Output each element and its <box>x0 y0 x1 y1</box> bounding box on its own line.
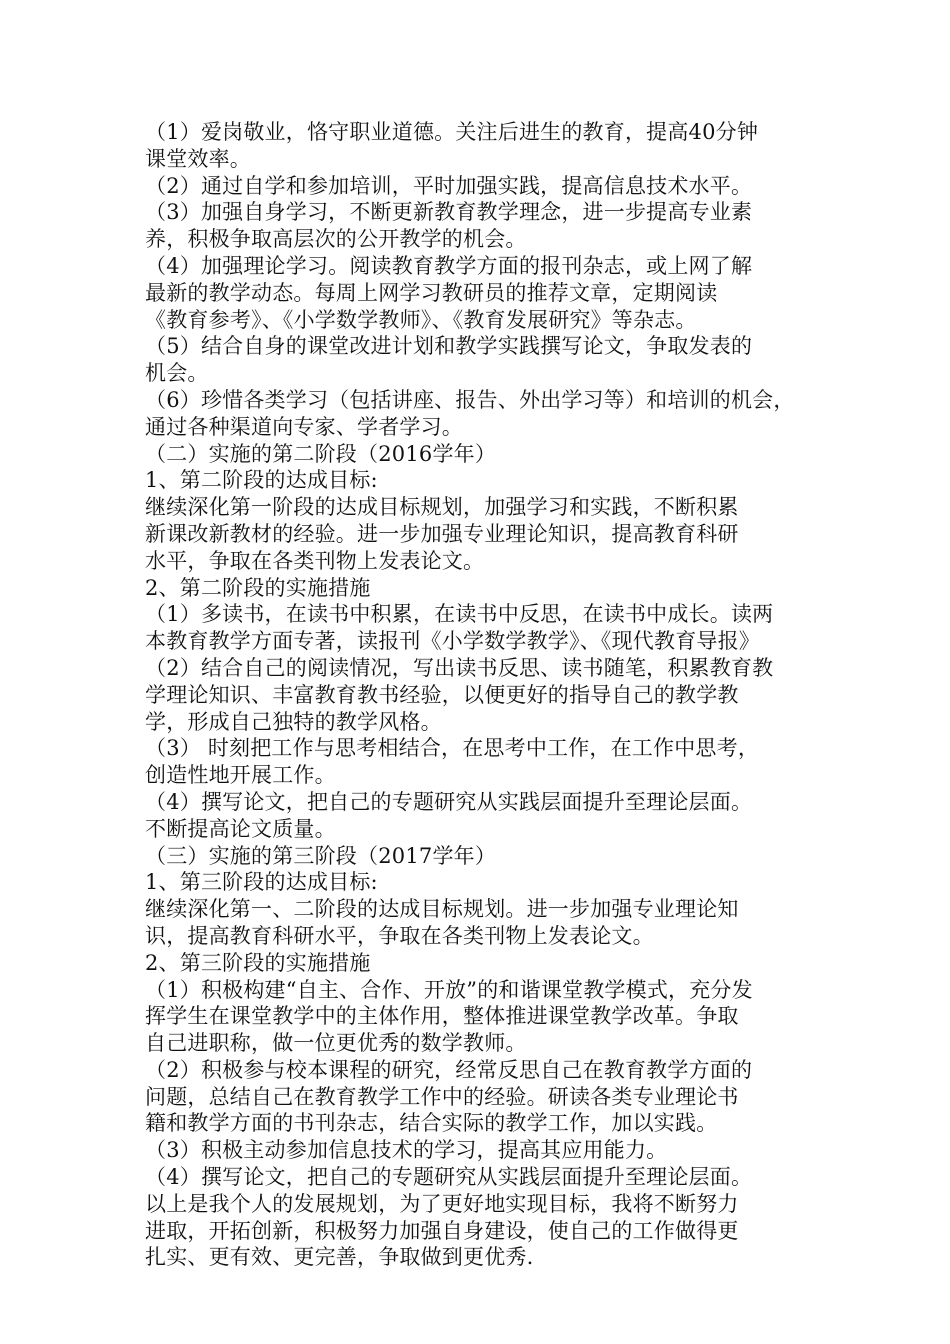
text-line: （4）撰写论文，把自己的专题研究从实践层面提升至理论层面。 <box>145 789 753 814</box>
text-line: 籍和教学方面的书刊杂志，结合实际的教学工作，加以实践。 <box>145 1111 718 1136</box>
text-line: 《教育参考》、《小学数学教师》、《教育发展研究》等杂志。 <box>145 307 697 332</box>
text-line: （3）加强自身学习，不断更新教育教学理念，进一步提高专业素 <box>145 200 753 225</box>
text-line: 1、第三阶段的达成目标: <box>145 870 378 895</box>
text-line: 1、第二阶段的达成目标: <box>145 468 378 493</box>
text-line: 创造性地开展工作。 <box>145 763 336 788</box>
text-line: （2）通过自学和参加培训，平时加强实践，提高信息技术水平。 <box>145 173 753 198</box>
text-line: 新课改新教材的经验。进一步加强专业理论知识，提高教育科研 <box>145 521 739 546</box>
text-line: （5）结合自身的课堂改进计划和教学实践撰写论文，争取发表的 <box>145 334 753 359</box>
text-line: 2、第二阶段的实施措施 <box>145 575 371 600</box>
text-line: （2）积极参与校本课程的研究，经常反思自己在教育教学方面的 <box>145 1057 753 1082</box>
text-line: （二）实施的第二阶段（2016学年） <box>145 441 497 466</box>
text-line: 学，形成自己独特的教学风格。 <box>145 709 442 734</box>
text-line: 继续深化第一阶段的达成目标规划，加强学习和实践，不断积累 <box>145 495 739 520</box>
text-line: 挥学生在课堂教学中的主体作用，整体推进课堂教学改革。争取 <box>145 1004 739 1029</box>
text-line: 通过各种渠道向专家、学者学习。 <box>145 414 463 439</box>
text-line: 最新的教学动态。每周上网学习教研员的推荐文章，定期阅读 <box>145 280 718 305</box>
text-line: （1）多读书，在读书中积累，在读书中反思，在读书中成长。读两 <box>145 602 774 627</box>
text-line: 自己进职称，做一位更优秀的数学教师。 <box>145 1031 527 1056</box>
text-line: （4）撰写论文，把自己的专题研究从实践层面提升至理论层面。 <box>145 1165 753 1190</box>
text-line: 学理论知识、丰富教育教书经验，以便更好的指导自己的教学教 <box>145 682 739 707</box>
text-line: （三）实施的第三阶段（2017学年） <box>145 843 497 868</box>
text-line: （6）珍惜各类学习（包括讲座、报告、外出学习等）和培训的机会， <box>145 387 795 412</box>
text-line: （1）爱岗敬业，恪守职业道德。关注后进生的教育，提高40分钟 <box>145 120 759 144</box>
text-line: 2、第三阶段的实施措施 <box>145 950 371 975</box>
text-line: （1）积极构建“自主、合作、开放”的和谐课堂教学模式，充分发 <box>145 977 753 1002</box>
text-line: 问题，总结自己在教育教学工作中的经验。研读各类专业理论书 <box>145 1084 739 1109</box>
text-line: 机会。 <box>145 361 209 386</box>
text-line: 水平，争取在各类刊物上发表论文。 <box>145 548 485 573</box>
text-line: 课堂效率。 <box>145 146 251 171</box>
text-line: 进取，开拓创新，积极努力加强自身建设，使自己的工作做得更 <box>145 1218 739 1243</box>
text-line: （2）结合自己的阅读情况，写出读书反思、读书随笔，积累教育教 <box>145 655 774 680</box>
text-line: 继续深化第一、二阶段的达成目标规划。进一步加强专业理论知 <box>145 897 739 922</box>
text-line: （3） 时刻把工作与思考相结合，在思考中工作，在工作中思考， <box>145 736 760 761</box>
text-line: 养，积极争取高层次的公开教学的机会。 <box>145 227 527 252</box>
text-line: 识，提高教育科研水平，争取在各类刊物上发表论文。 <box>145 923 654 948</box>
text-line: 以上是我个人的发展规划，为了更好地实现目标，我将不断努力 <box>145 1191 739 1216</box>
document-body <box>145 119 809 1271</box>
text-line: （4）加强理论学习。阅读教育教学方面的报刊杂志，或上网了解 <box>145 253 753 278</box>
text-line: 扎实、更有效、更完善，争取做到更优秀. <box>145 1245 534 1270</box>
text-line: 不断提高论文质量。 <box>145 816 336 841</box>
text-line: （3）积极主动参加信息技术的学习，提高其应用能力。 <box>145 1138 668 1163</box>
text-line: 本教育教学方面专著，读报刊《小学数学教学》、《现代教育导报》 <box>145 629 760 654</box>
